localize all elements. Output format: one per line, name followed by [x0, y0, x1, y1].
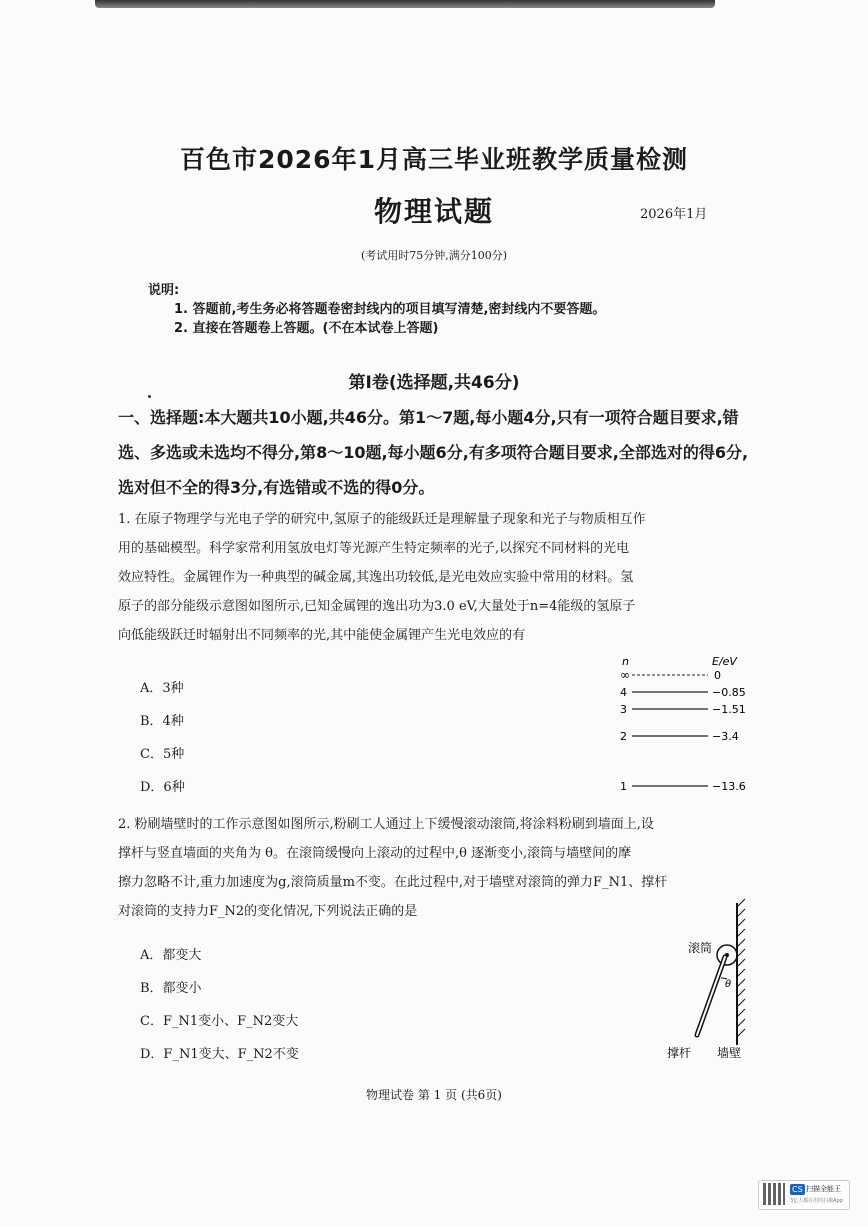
question-1-text — [118, 505, 758, 650]
wall-hatch — [737, 899, 745, 1037]
section-heading: 第Ⅰ卷(选择题,共46分) — [348, 373, 520, 393]
roller-label: 滚筒 — [688, 941, 713, 955]
question-line: 擦力忽略不计,重力加速度为g,滚筒质量m不变。在此过程中,对于墙壁对滚筒的弹力F_N1、撑杆 — [118, 875, 668, 890]
question-line: 2. 粉刷墙壁时的工作示意图如图所示,粉刷工人通过上下缓慢滚动滚筒,将涂料粉刷到墙面上,设 — [118, 817, 654, 832]
q2-option-d: D．F_N1变大、F_N2不变 — [140, 1047, 299, 1062]
energy-level-diagram — [610, 652, 760, 802]
question-line: 原子的部分能级示意图如图所示,已知金属锂的逸出功为3.0 eV,大量处于n=4能级的氢原子 — [118, 599, 636, 614]
n-axis-label: n — [622, 655, 629, 668]
angle-label: θ — [725, 979, 732, 990]
level-energy-label: 0 — [714, 669, 721, 682]
instruction-item: 2. 直接在答题卷上答题。(不在本试卷上答题) — [174, 321, 439, 336]
time-note: (考试用时75分钟,满分100分) — [360, 249, 508, 262]
camscanner-logo: CS — [792, 1185, 803, 1194]
roller-diagram — [655, 895, 765, 1070]
q1-option-a: A．3种 — [140, 681, 184, 696]
exam-date: 2026年1月 — [640, 207, 708, 222]
scan-speck — [148, 395, 151, 398]
q2-option-a: A．都变大 — [140, 948, 202, 963]
level-n-label: 2 — [620, 730, 627, 743]
qr-code-icon — [763, 1183, 785, 1205]
question-line: 撑杆与竖直墙面的夹角为 θ。在滚筒缓慢向上滚动的过程中,θ 逐渐变小,滚筒与墙壁间的摩 — [118, 846, 632, 861]
camscanner-subtitle: 3亿人都在用的扫描App — [790, 1198, 843, 1204]
page-footer: 物理试卷 第 1 页 (共6页) — [366, 1088, 502, 1102]
level-n-label: 4 — [620, 686, 627, 699]
rod-label: 撑杆 — [667, 1046, 692, 1060]
q1-option-c: C．5种 — [140, 747, 185, 762]
level-energy-label: −13.6 — [712, 780, 746, 793]
q2-option-c: C．F_N1变小、F_N2变大 — [140, 1014, 299, 1029]
question-line: 用的基础模型。科学家常利用氢放电灯等光源产生特定频率的光子,以探究不同材料的光电 — [118, 541, 630, 556]
question-line: 效应特性。金属锂作为一种典型的碱金属,其逸出功较低,是光电效应实验中常用的材料。氢 — [118, 570, 634, 585]
rod-inner — [697, 957, 725, 1035]
subject-title: 物理试题 — [373, 195, 494, 228]
instructions-label: 说明: — [148, 283, 180, 298]
q2-option-b: B．都变小 — [140, 981, 202, 996]
q1-option-b: B．4种 — [140, 714, 184, 729]
level-n-label: 3 — [620, 703, 627, 716]
instruction-item: 1. 答题前,考生务必将答题卷密封线内的项目填写清楚,密封线内不要答题。 — [174, 302, 606, 317]
level-energy-label: −1.51 — [712, 703, 746, 716]
exam-title: 百色市2026年1月高三毕业班教学质量检测 — [180, 145, 688, 174]
wall-label: 墙壁 — [717, 1046, 742, 1060]
instructions — [148, 281, 605, 338]
q1-option-d: D．6种 — [140, 780, 185, 795]
question-line: 对滚筒的支持力F_N2的变化情况,下列说法正确的是 — [118, 904, 418, 919]
question-line: 1. 在原子物理学与光电子学的研究中,氢原子的能级跃迁是理解量子现象和光子与物质相互作 — [118, 512, 646, 527]
energy-axis-label: E/eV — [712, 655, 737, 668]
level-energy-label: −3.4 — [712, 730, 739, 743]
scan-top-edge — [95, 0, 715, 8]
part-one-instructions: 一、选择题:本大题共10小题,共46分。第1～7题,每小题4分,只有一项符合题目要求,错选、多选或未选均不得分,第8～10题,每小题6分,有多项符合题目要求,全部选对的得6分,选对但不全的得3分,有选错或不选的得0分。 — [118, 408, 749, 497]
level-n-label: 1 — [620, 780, 627, 793]
camscanner-name: 扫描全能王 — [806, 1185, 841, 1193]
level-n-label: ∞ — [620, 668, 630, 682]
question-line: 向低能级跃迁时辐射出不同频率的光,其中能使金属锂产生光电效应的有 — [118, 628, 526, 643]
level-energy-label: −0.85 — [712, 686, 746, 699]
